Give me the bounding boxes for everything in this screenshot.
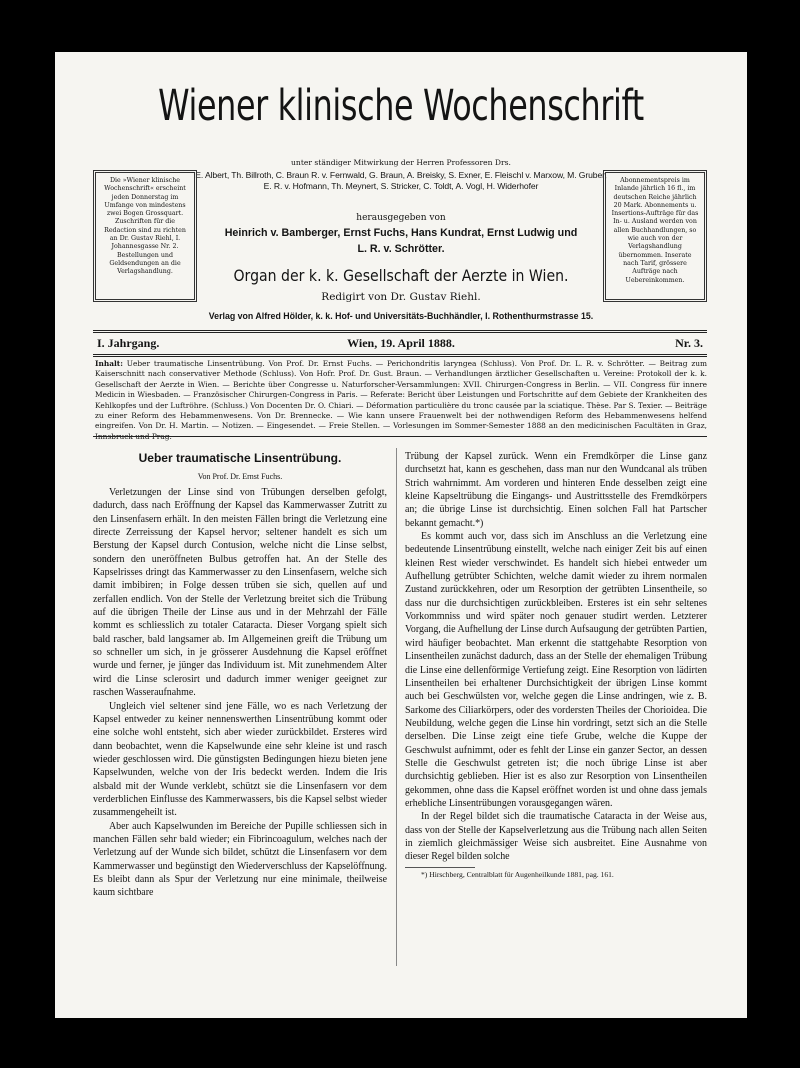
collaboration-intro: unter ständiger Mitwirkung der Herren Professoren Drs. <box>291 158 511 167</box>
paragraph: Es kommt auch vor, dass sich im Anschluss an die Verletzung eine bedeutende Linsentrübung einstellt, welche nach einiger Zeit bis auf einen kleinen Rest wieder verschwindet. Es handelt sich hiebei entweder um Aufhellung getrübter Schichten, welche damit wieder zu ihrem normalen Zustand zurückkehren, oder um Resorption der getrübten Linsentheile, so dass nur die durchsichtigen zurückbleiben. Ersteres ist ein sehr seltenes Vorkommniss und wird später noch genauer studirt werden. Letzterer Vorgang, die Aufhellung der Linse durch Aufsaugung der getrübten Partien, wird häufiger beobachtet. Man erkennt die stattgehabte Resorption von Linsentheilen zunächst dadurch, dass an der Stelle der ehemaligen Trübung die Linse eine dellenförmige Vertiefung zeigt. Eine Resorption von lädirten Linsentheilen bei erhaltener Durchsichtigkeit der übrigen Linse kommt auch bei Geschwülsten vor, welche gegen die Linse andringen, wie z. B. Sarkome des Ciliarkörpers, oder des vordersten Theiles der Chorioidea. Die Neubildung, welche gegen die Linse hin vordringt, setzt sich an die Stelle derselben. Die Linse zeigt eine tiefe Grube, welche die Kuppe der Geschwulst aufnimmt, oder es fehlt der Linse ein ganzer Sector, an dessen Stelle die Geschwulst getreten ist; die noch übrige Linse ist aber durchsichtig geblieben. Hier ist es also zur Resorption von Linsentheilen gekommen, ohne dass die Kapsel eröffnet worden ist und ohne dass jemals erhebliche Linsentrübungen vorausgegangen wären. <box>405 531 707 809</box>
table-of-contents <box>95 359 707 442</box>
paragraph: Aber auch Kapselwunden im Bereiche der Pupille schliessen sich in manchen Fällen sehr bald wieder; ein Fibrincoagulum, welches nach der Verletzung auf der Wunde sich bildet, schützt die Linsenfasern vor dem Kammerwasser und begünstigt den Wiederverschluss der Kapselöffnung. Es bleibt dann als Spur der Verletzung nur eine minimale, theilweise kaum sichtbare <box>93 820 387 899</box>
footnote: *) Hirschberg, Centralblatt für Augenheilkunde 1881, pag. 161. <box>421 869 614 879</box>
publisher-line: Verlag von Alfred Hölder, k. k. Hof- und Universitäts-Buchhändler, I. Rothenthurmstrasse 15. <box>208 311 594 321</box>
editor-credit: Redigirt von Dr. Gustav Riehl. <box>321 291 481 303</box>
journal-page <box>55 52 747 1018</box>
editors-line-1: Heinrich v. Bamberger, Ernst Fuchs, Hans Kundrat, Ernst Ludwig und <box>224 227 578 239</box>
contents-divider <box>93 436 707 437</box>
issue-number: Nr. 3. <box>675 336 703 350</box>
paragraph: Verletzungen der Linse sind von Trübungen derselben gefolgt, dadurch, dass nach Eröffnung der Kapsel das Kammerwasser Zutritt zu den Linsenfasern erhält. In den meisten Fällen bringt die Verletzung eine directe Zerreissung der Kapsel hervor; seltener handelt es sich um Berstung der Kapsel durch Contusion, welche nicht die Linse selbst, sondern den uneröffneten Bulbus getroffen hat. An der Stelle des Kapselrisses dringt das Kammerwasser zu den Linsenfasern, welche sich damit imbibiren; in Folge dessen trüben sie sich, quellen auf und zerfallen endlich. Von der Stelle der Verletzung breitet sich die Trübung auf die übrigen Theile der Linse aus und in der Mehrzahl der Fälle kommt es schliesslich zu totaler Cataracta. Dieser Vorgang spielt sich bald rascher, bald langsamer ab. Im Allgemeinen greift die Trübung um so schneller um sich, in je grösserer Ausdehnung die Kapsel eröffnet wurde und ferner, je jünger das Individuum ist. Mit zunehmendem Alter wird die Linse sclerosirt und dadurch immer weniger geeignet zur raschen Wasseraufnahme. <box>93 487 387 699</box>
column-divider <box>396 448 397 966</box>
article-byline: Von Prof. Dr. Ernst Fuchs. <box>197 472 283 481</box>
contents-text: Ueber traumatische Linsentrübung. Von Prof. Dr. Ernst Fuchs. — Perichondritis laryngea (Schluss). Von Prof. Dr. L. R. v. Schrötter. — Beitrag zum Kaiserschnitt nach conservativer Methode (Schluss). Von Hofr. Prof. Dr. Gust. Braun. — Verhandlungen ärztlicher Gesellschaften u. Vereine: Protokoll der k. k. Gesellschaft der Aerzte in Wien. — Berichte über Congresse u. Naturforscher-Versammlungen: XVII. Chirurgen-Congress in Berlin. — VII. Congress für innere Medicin in Wiesbaden. — Französischer Chirurgen-Congress in Paris. — Referate: Bericht über Leistungen und Fortschritte auf dem Gebiete der Krankheiten des Kehlkopfes und der Luftröhre. (Schluss.) Von Docenten Dr. O. Chiari. — Déformation particulière du tronc causée par la sciatique. Thèse. Par S. Texier. — Beiträge zu einer Reform des Hebammenwesens. Von Dr. Brennecke. — Wie kann unsere Frauenwelt bei der nothwendigen Reform des Hebammenwesens helfend eingreifen. Von Dr. H. Martin. — Notizen. — Eingesendet. — Freie Stellen. — Vorlesungen im Sommer-Semester 1888 an den medicinischen Facultäten in Graz, Innsbruck und Prag. <box>95 359 707 441</box>
paragraph: Trübung der Kapsel zurück. Wenn ein Fremdkörper die Linse ganz durchsetzt hat, kann es geschehen, dass man nur den Wundcanal als trüben Strich wahrnimmt. Am vorderen und hinteren Ende desselben zeigt eine kleine Kapseltrübung die Eingangs- und Austrittsstelle des Fremdkörpers an; die übrige Linse ist durchsichtig. Einen solchen Fall hat Partscher bekannt gemacht.*) <box>405 451 707 529</box>
masthead-divider <box>93 330 707 333</box>
article-title: Ueber traumatische Linsentrübung. <box>138 451 342 465</box>
published-by-intro: herausgegeben von <box>356 213 446 223</box>
footnote-rule <box>405 867 475 868</box>
editors-line-2: L. R. v. Schrötter. <box>357 243 445 255</box>
article-right-column <box>405 450 707 967</box>
journal-title: Wiener klinische Wochenschrift <box>158 81 644 131</box>
volume-label: I. Jahrgang. <box>97 336 160 350</box>
issue-date: Wien, 19. April 1888. <box>347 336 455 350</box>
issue-divider <box>93 354 707 357</box>
left-box-text: Die »Wiener klinische Wochenschrift« erscheint jeden Donnerstag im Umfange von mindestens zwei Bogen Grossquart. Zuschriften für die Redaction sind zu richten an Dr. Gustav Riehl, I. Johannesgasse Nr. 2. Bestellungen und Geldsendungen an die Verlagshandlung. <box>104 177 186 276</box>
right-box-text: Abonnementspreis im Inlande jährlich 16 fl., im deutschen Reiche jährlich 20 Mark. Abonnements u. Insertions-Aufträge für das In- u. Ausland werden von allen Buchhandlungen, so wie auch von der Verlagshandlung übernommen. Inserate nach Tarif, grössere Aufträge nach Uebereinkommen. <box>611 177 699 284</box>
article-left-column <box>93 450 387 965</box>
paragraph: Ungleich viel seltener sind jene Fälle, wo es nach Verletzung der Kapsel entweder zu keiner nennenswerthen Linsentrübung kommt oder eine solche wohl entsteht, sich aber wieder zurückbildet. Ersteres wird dann beobachtet, wenn die Kapselwunde eine sehr kleine ist und rasch wieder geschlossen wird. Die günstigsten Bedingungen hiezu bieten jene Kapselwunden, welche von der Iris bedeckt werden. Indem die Iris alsbald mit der Wunde verklebt, schützt sie die Linsenfasern vor dem verderblichen Einflusse des Kammerwassers, bis die Kapsel selbst wieder zusammengeheilt ist. <box>93 700 387 819</box>
contents-label: Inhalt: <box>95 359 123 368</box>
collaborators-list: E. Albert, Th. Billroth, C. Braun R. v. Fernwald, G. Braun, A. Breisky, S. Exner, E. Fleischl v. Marxow, M. Gruber, E. R. v. Hofmann, Th. Meynert, S. Stricker, C. Toldt, A. Vogl, H. Widerhofer <box>195 170 607 191</box>
paragraph: In der Regel bildet sich die traumatische Cataracta in der Weise aus, dass von der Stelle der Kapselverletzung aus die Trübung nach allen Seiten in ziemlich gleichmässiger Weise sich ausbreitet. Eine Ausnahme von dieser Regel bilden solche <box>405 811 707 863</box>
society-organ: Organ der k. k. Gesellschaft der Aerzte in Wien. <box>233 266 569 285</box>
